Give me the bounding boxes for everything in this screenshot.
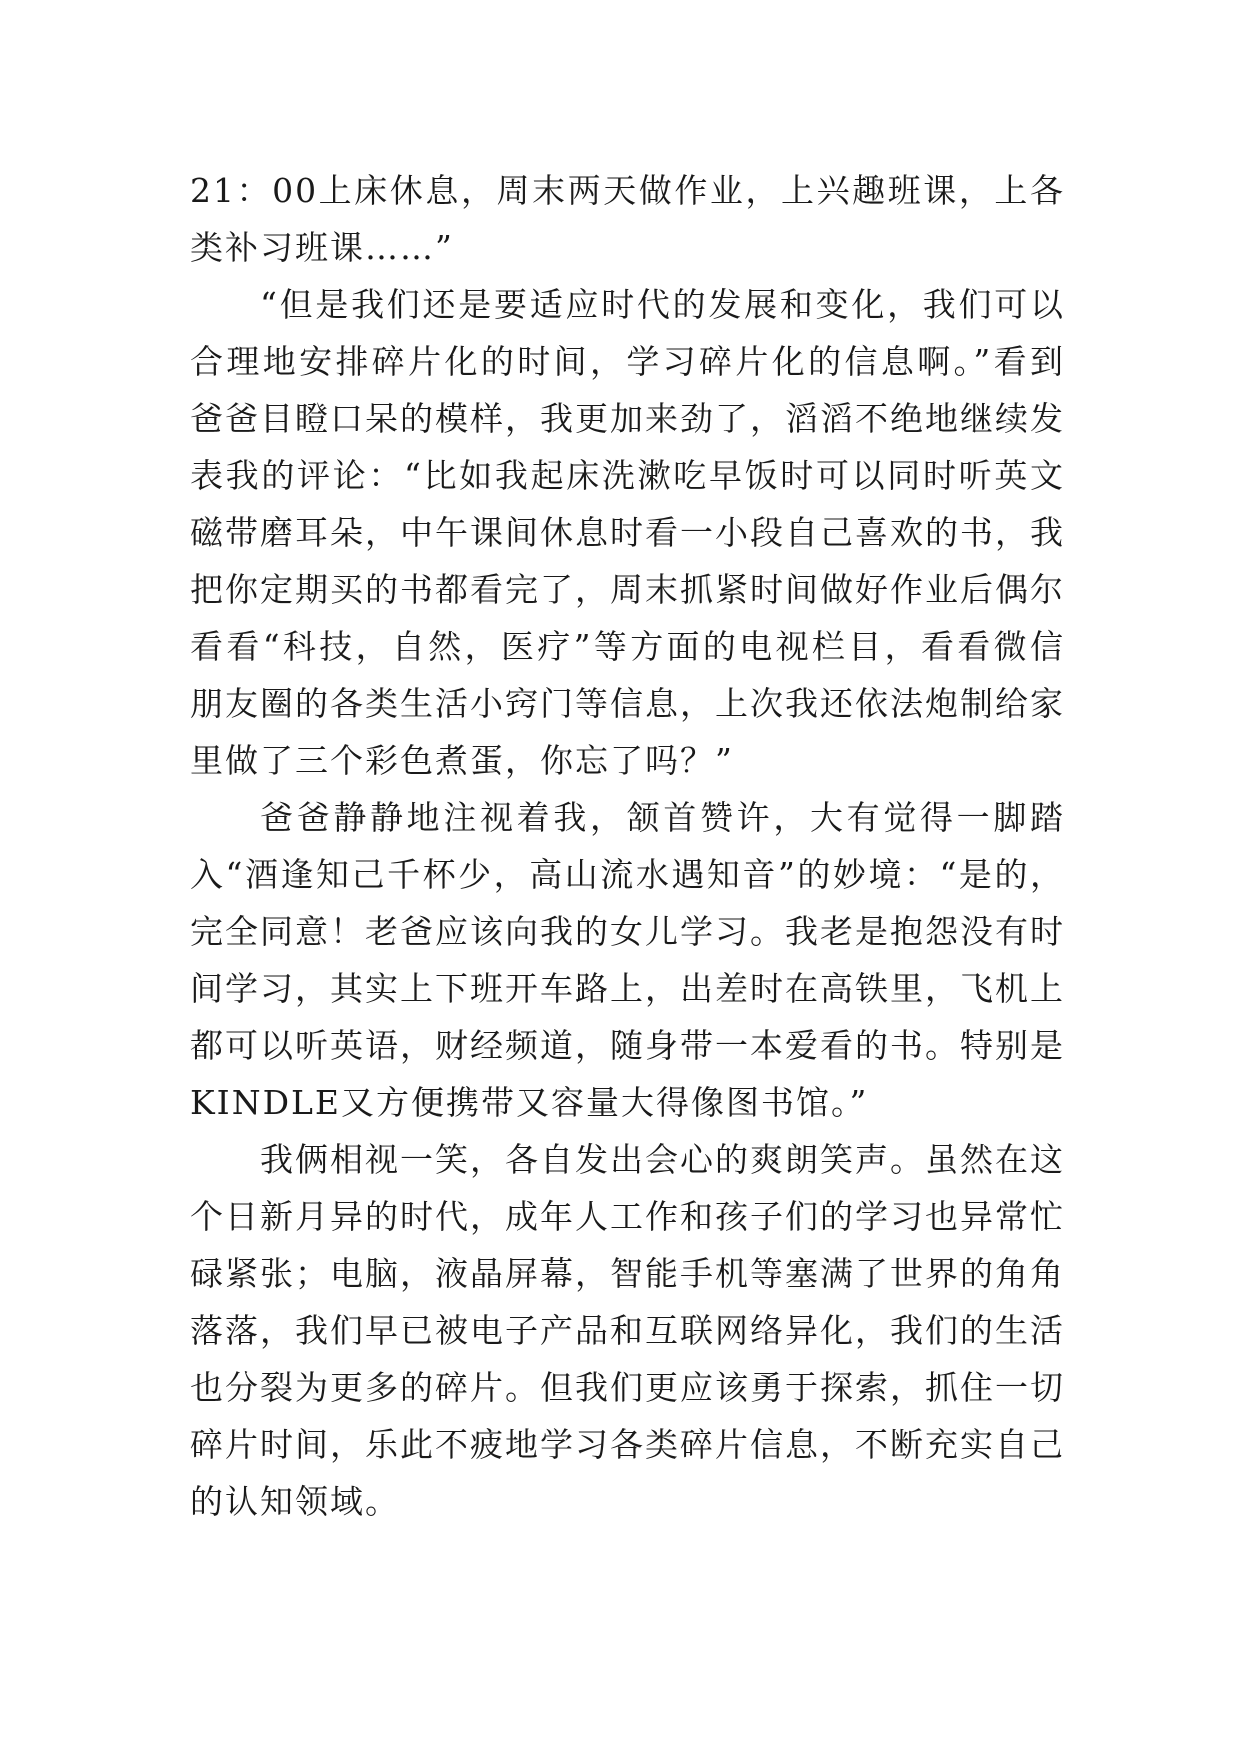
paragraph-continuation: 21：00上床休息，周末两天做作业，上兴趣班课，上各类补习班课……” [190, 171, 1065, 267]
paragraph-dialogue-daughter: “但是我们还是要适应时代的发展和变化，我们可以合理地安排碎片化的时间，学习碎片化的信息啊。”看到爸爸目瞪口呆的模样，我更加来劲了，滔滔不绝地继续发表我的评论：“比如我起床洗漱吃早饭时可以同时听英文磁带磨耳朵，中午课间休息时看一小段自己喜欢的书，我把你定期买的书都看完了，周末抓紧时间做好作业后偶尔看看“科技，自然，医疗”等方面的电视栏目，看看微信朋友圈的各类生活小窍门等信息，上次我还依法炮制给家里做了三个彩色煮蛋，你忘了吗？” [190, 285, 1065, 780]
paragraph-conclusion: 我俩相视一笑，各自发出会心的爽朗笑声。虽然在这个日新月异的时代，成年人工作和孩子们的学习也异常忙碌紧张；电脑，液晶屏幕，智能手机等塞满了世界的角角落落，我们早已被电子产品和互联网络异化，我们的生活也分裂为更多的碎片。但我们更应该勇于探索，抓住一切碎片时间，乐此不疲地学习各类碎片信息，不断充实自己的认知领域。 [190, 1140, 1065, 1521]
essay-body [190, 162, 1065, 1530]
paragraph-dialogue-father: 爸爸静静地注视着我，颔首赞许，大有觉得一脚踏入“酒逢知己千杯少，高山流水遇知音”的妙境：“是的，完全同意！老爸应该向我的女儿学习。我老是抱怨没有时间学习，其实上下班开车路上，出差时在高铁里，飞机上都可以听英语，财经频道，随身带一本爱看的书。特别是KINDLE又方便携带又容量大得像图书馆。” [190, 798, 1065, 1122]
